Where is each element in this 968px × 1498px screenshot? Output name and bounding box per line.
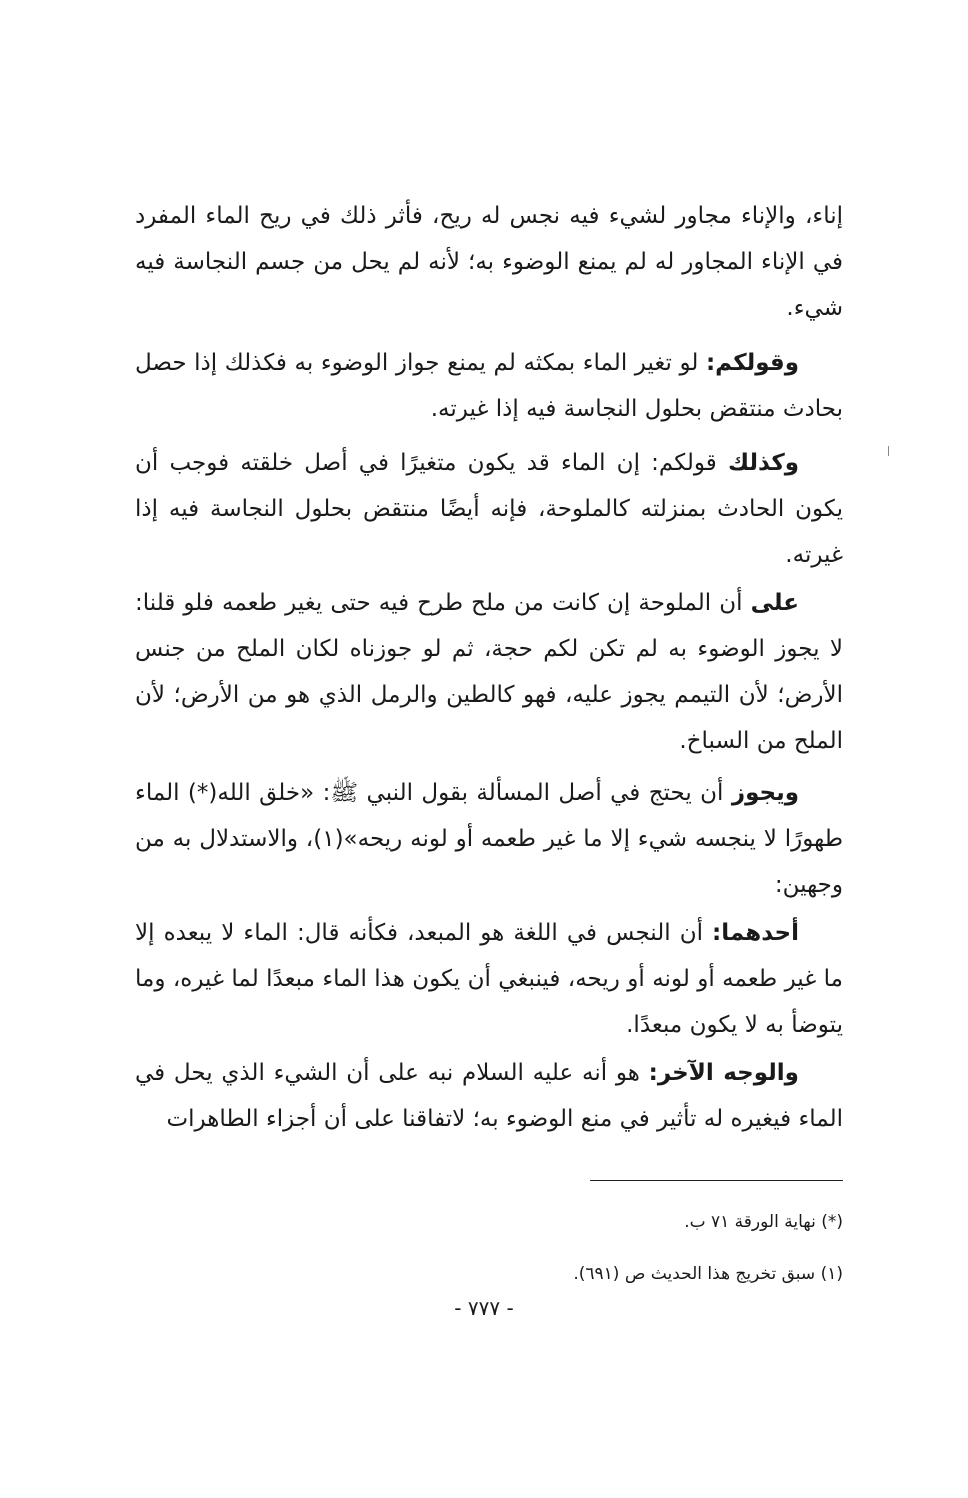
paragraph-lead: والوجه الآخر: xyxy=(648,1060,799,1086)
paragraph xyxy=(135,440,843,578)
paragraph xyxy=(135,1050,843,1142)
paragraph-text: إناء، والإناء مجاور لشيء فيه نجس له ريح، فأثر ذلك في ريح الماء المفرد في الإناء المجاور له لم يمنع الوضوء به؛ لأنه لم يحل من جسم النجاسة فيه شيء. xyxy=(135,203,843,321)
paragraph xyxy=(135,580,843,764)
paragraph-text: أن يحتج في أصل المسألة بقول النبي ﷺ: «خلق الله(*) الماء طهورًا لا ينجسه شيء إلا ما غير طعمه أو لونه ريحه»(١)، والاستدلال به من وجهين: xyxy=(135,780,843,898)
paragraph-text: أن النجس في اللغة هو المبعد، فكأنه قال: الماء لا يبعده إلا ما غير طعمه أو لونه أو ريحه، فينبغي أن يكون هذا الماء مبعدًا لما غيره، وما يتوضأ به لا يكون مبعدًا. xyxy=(135,920,843,1038)
paragraph xyxy=(135,340,843,432)
footnote: (*) نهاية الورقة ٧١ ب. xyxy=(684,1212,843,1232)
footnote: (١) سبق تخريج هذا الحديث ص (٦٩١). xyxy=(573,1264,843,1284)
paragraph-text: قولكم: إن الماء قد يكون متغيرًا في أصل خلقته فوجب أن يكون الحادث بمنزلته كالملوحة، فإنه أيضًا منتقض بحلول النجاسة فيه إذا غيرته. xyxy=(135,450,843,568)
paragraph-lead: أحدهما: xyxy=(712,920,799,946)
paragraph-text: أن الملوحة إن كانت من ملح طرح فيه حتى يغير طعمه فلو قلنا: لا يجوز الوضوء به لم تكن لكم حجة، ثم لو جوزناه لكان الملح من جنس الأرض؛ لأن التيمم يجوز عليه، فهو كالطين والرمل الذي هو من الأرض؛ لأن الملح من السباخ. xyxy=(135,590,843,754)
paragraph-lead: على xyxy=(750,590,799,616)
paragraph xyxy=(135,910,843,1048)
paragraph-lead: وقولكم: xyxy=(705,350,799,376)
paragraph-lead: ويجوز xyxy=(731,780,799,806)
paragraph-text: هو أنه عليه السلام نبه على أن الشيء الذي يحل في الماء فيغيره له تأثير في منع الوضوء به؛ لاتفاقنا على أن أجزاء الطاهرات xyxy=(135,1060,843,1132)
paragraph xyxy=(135,770,843,908)
paragraph-lead: وكذلك xyxy=(727,450,799,476)
paragraph xyxy=(135,193,843,331)
page-edge-mark xyxy=(888,446,889,456)
footnote-separator xyxy=(590,1180,843,1181)
page-number: - ٧٧٧ - xyxy=(454,1296,514,1320)
paragraph-text: لو تغير الماء بمكثه لم يمنع جواز الوضوء به فكذلك إذا حصل بحادث منتقض بحلول النجاسة فيه إذا غيرته. xyxy=(135,350,843,422)
